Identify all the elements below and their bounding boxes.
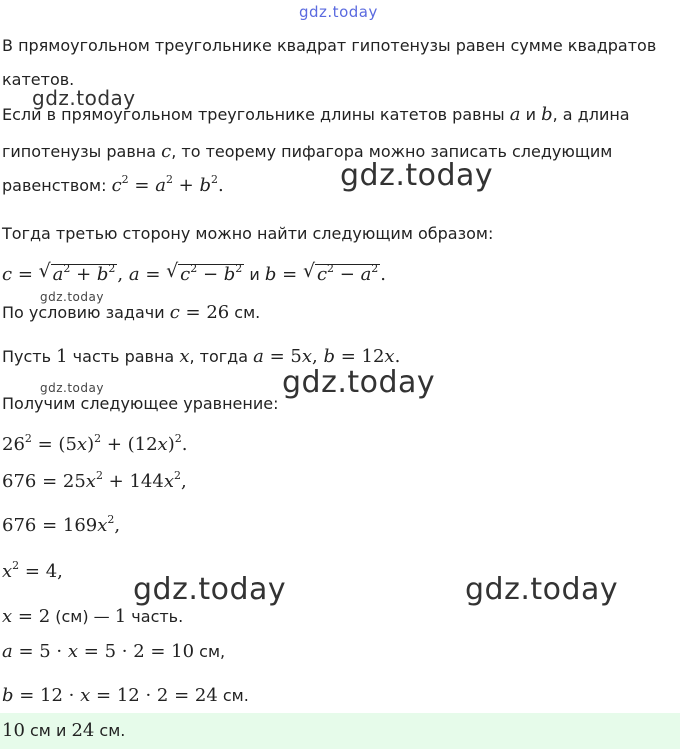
watermark: gdz.today	[32, 86, 136, 110]
watermark: gdz.today	[40, 381, 104, 395]
solution-x: x = 2 (см) — 1 часть.	[2, 606, 184, 627]
statement-line: катетов.	[2, 70, 75, 89]
equation: $676 = 25x^2 + 144x^2$,	[2, 469, 187, 492]
equation: $26^2 = (5x)^2 + (12x)^2$.	[2, 432, 188, 455]
solution-a: a = 5 · x = 5 · 2 = 10 см,	[2, 641, 226, 662]
equation: $676 = 169x^2$,	[2, 513, 121, 536]
statement-line: В прямоугольном треугольнике квадрат гипотенузы равен сумме квадратов	[2, 36, 657, 55]
answer-text: 10 см и 24 см.	[2, 720, 126, 741]
watermark: gdz.today	[133, 572, 287, 607]
watermark: gdz.today	[340, 158, 494, 193]
watermark: gdz.today	[40, 290, 104, 304]
watermark: gdz.today	[465, 572, 619, 607]
statement-line: Тогда третью сторону можно найти следующим образом:	[2, 224, 494, 243]
answer-box	[0, 713, 680, 749]
statement-line: Получим следующее уравнение:	[2, 394, 279, 413]
pythagoras-formula: равенством: $c^2 = a^2 + b^2$.	[2, 173, 224, 196]
watermark: gdz.today	[282, 365, 436, 400]
solution-b: b = 12 · x = 12 · 2 = 24 см.	[2, 685, 249, 706]
definition-line: Если в прямоугольном треугольнике длины катетов равны a и b, а длина	[2, 104, 630, 125]
assumption-line: Пусть 1 часть равна x, тогда a = 5x, b = 12x.	[2, 346, 401, 367]
equation: $x^2 = 4$,	[2, 559, 63, 582]
definition-line: гипотенузы равна c, то теорему пифагора можно записать следующим	[2, 141, 613, 162]
watermark-top: gdz.today	[299, 3, 378, 21]
condition-line: По условию задачи c = 26 см.	[2, 302, 261, 323]
sides-formula: c = √ $a^2 + b^2$ , a = √ $c^2 - b^2$ и b = √ $c^2 - a^2$ .	[2, 260, 387, 285]
